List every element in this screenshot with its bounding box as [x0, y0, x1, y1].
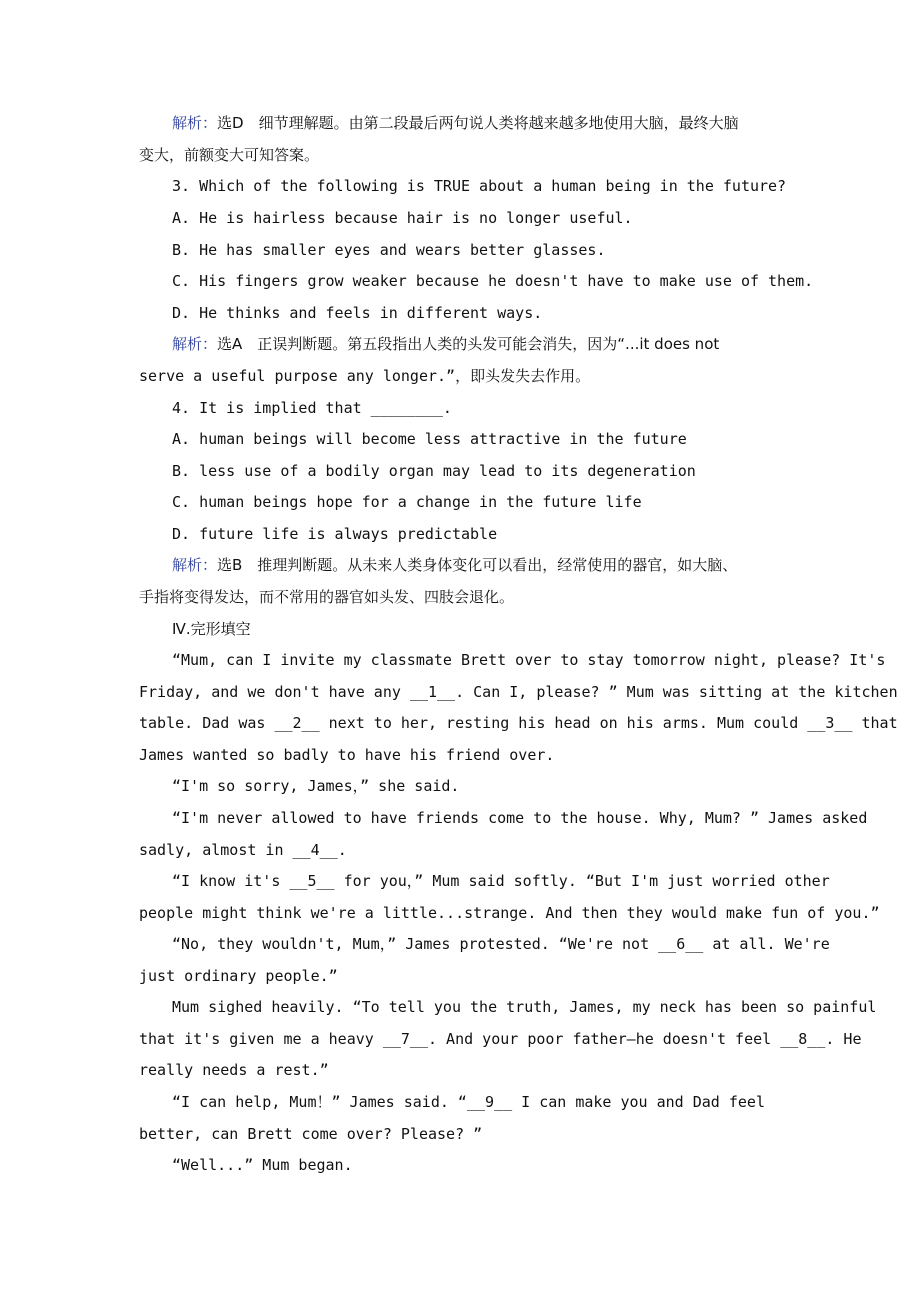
q4-option-a: A. human beings will become less attractive in the future — [172, 430, 687, 448]
cloze-p8: “Well...” Mum began. — [172, 1156, 353, 1174]
cloze-p7-line2: better, can Brett come over? Please? ” — [139, 1125, 483, 1143]
blank-8: __8__ — [780, 1030, 826, 1048]
blank-2: __2__ — [274, 714, 320, 732]
blank-5: __5__ — [289, 872, 335, 890]
cloze-p6-line1: Mum sighed heavily. “To tell you the truth, James, my neck has been so painful — [172, 998, 877, 1016]
cloze-p1-line4: James wanted so badly to have his friend over. — [139, 746, 555, 764]
q4-stem: 4. It is implied that ________. — [172, 399, 452, 417]
analysis-label: 解析： — [172, 335, 218, 353]
section-title: Ⅳ.完形填空 — [172, 620, 251, 638]
blank-1: __1__ — [409, 683, 456, 701]
blank-6: __6__ — [658, 935, 704, 953]
cloze-p3-line2: sadly, almost in __4__. — [139, 841, 347, 859]
cloze-p6-line2: that it's given me a heavy __7__. And your poor father—he doesn't feel __8__. He — [139, 1030, 862, 1048]
q4-analysis-line2: 手指将变得发达，而不常用的器官如头发、四肢会退化。 — [139, 588, 515, 606]
cloze-p4-line1: “I know it's __5__ for you，” Mum said softly. “But I'm just worried other — [172, 872, 830, 890]
cloze-p4-line2: people might think we're a little...strange. And then they would make fun of you.” — [139, 904, 880, 922]
q4-option-d: D. future life is always predictable — [172, 525, 498, 543]
cloze-p1-line2: Friday, and we don't have any __1__. Can I, please? ” Mum was sitting at the kitchen — [139, 683, 898, 701]
q4-option-b: B. less use of a bodily organ may lead to its degeneration — [172, 462, 696, 480]
analysis-label: 解析： — [172, 556, 218, 574]
q2-analysis-line2: 变大，前额变大可知答案。 — [139, 146, 320, 164]
q3-option-b: B. He has smaller eyes and wears better glasses. — [172, 241, 606, 259]
analysis-label: 解析： — [172, 114, 218, 132]
cloze-p3-line1: “I'm never allowed to have friends come to the house. Why, Mum? ” James asked — [172, 809, 868, 827]
q3-option-c: C. His fingers grow weaker because he doesn't have to make use of them. — [172, 272, 814, 290]
q3-option-a: A. He is hairless because hair is no longer useful. — [172, 209, 633, 227]
cloze-p5-line1: “No, they wouldn't, Mum，” James protested. “We're not __6__ at all. We're — [172, 935, 830, 953]
blank-9: __9__ — [466, 1093, 513, 1111]
q4-analysis-line1: 解析：选B 推理判断题。从未来人类身体变化可以看出，经常使用的器官，如大脑、 — [172, 556, 738, 574]
q3-analysis-line2: serve a useful purpose any longer.”，即头发失去作用。 — [139, 367, 591, 385]
cloze-p2: “I'm so sorry, James，” she said. — [172, 777, 460, 795]
blank-7: __7__ — [382, 1030, 428, 1048]
q3-analysis-line1: 解析：选A 正误判断题。第五段指出人类的头发可能会消失，因为“...it does not — [172, 335, 720, 353]
cloze-p1-line1: “Mum, can I invite my classmate Brett over to stay tomorrow night, please? It's — [172, 651, 886, 669]
cloze-p7-line1: “I can help, Mum！” James said. “__9__ I can make you and Dad feel — [172, 1093, 765, 1111]
q4-option-c: C. human beings hope for a change in the future life — [172, 493, 642, 511]
q3-stem: 3. Which of the following is TRUE about a human being in the future? — [172, 177, 787, 195]
q3-option-d: D. He thinks and feels in different ways. — [172, 304, 543, 322]
blank-4: __4__ — [292, 841, 338, 859]
cloze-p1-line3: table. Dad was __2__ next to her, resting his head on his arms. Mum could __3__ that — [139, 714, 898, 732]
cloze-p5-line2: just ordinary people.” — [139, 967, 338, 985]
blank-3: __3__ — [807, 714, 853, 732]
cloze-p6-line3: really needs a rest.” — [139, 1061, 329, 1079]
q2-analysis-line1: 解析：选D 细节理解题。由第二段最后两句说人类将越来越多地使用大脑，最终大脑 — [172, 114, 739, 132]
